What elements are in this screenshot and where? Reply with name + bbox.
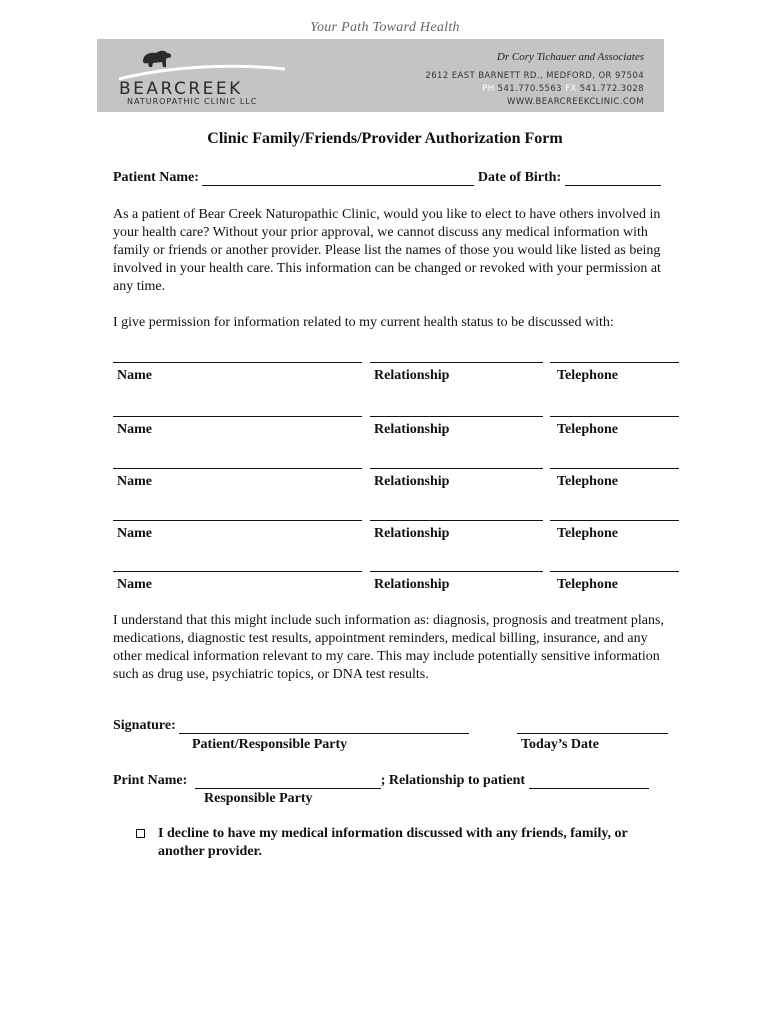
relationship-label-2: Relationship <box>374 422 450 437</box>
intro-paragraph: As a patient of Bear Creek Naturopathic Clinic, would you like to elect to have others involved in your health care? Without your prior approval, we cannot discuss any medical information with family or friends or another provider. Please list the names of those you would like listed as being involved in your health care. This information can be changed or revoked with your permission at any time. <box>113 207 661 294</box>
telephone-field-3[interactable] <box>550 468 679 469</box>
understand-paragraph: I understand that this might include such information as: diagnosis, prognosis and treatment plans, medications, diagnostic test results, appointment reminders, medical billing, insurance, and any other medical information relevant to my care. This may include potentially sensitive information such as drug use, psychiatric topics, or DNA test results. <box>113 613 664 682</box>
name-label-1: Name <box>117 368 152 383</box>
relationship-to-patient-label: ; Relationship to patient <box>380 773 526 788</box>
date-field[interactable] <box>517 733 668 734</box>
print-name-field[interactable] <box>195 774 381 789</box>
address: 2612 EAST BARNETT RD., MEDFORD, OR 97504 <box>425 71 644 81</box>
logo-subtitle: NATUROPATHIC CLINIC LLC <box>127 97 258 106</box>
name-label-2: Name <box>117 422 152 437</box>
telephone-field-2[interactable] <box>550 416 679 417</box>
signature-field[interactable] <box>179 719 469 734</box>
responsible-party-caption: Responsible Party <box>204 791 313 806</box>
patient-name-label: Patient Name: <box>113 170 199 185</box>
signature-caption: Patient/Responsible Party <box>192 737 348 752</box>
name-field-2[interactable] <box>113 416 362 417</box>
permission-text: I give permission for information related to my current health status to be discussed with: <box>113 315 614 330</box>
relationship-field-4[interactable] <box>370 520 543 521</box>
telephone-field-1[interactable] <box>550 362 679 363</box>
name-label-5: Name <box>117 577 152 592</box>
decline-text-line2: another provider. <box>158 844 262 859</box>
website: WWW.BEARCREEKCLINIC.COM <box>507 97 644 107</box>
telephone-label-2: Telephone <box>557 422 618 437</box>
clinic-banner <box>97 39 664 112</box>
decline-text-line1: I decline to have my medical information discussed with any friends, family, or <box>158 826 628 841</box>
print-name-label: Print Name: <box>113 773 188 788</box>
name-label-4: Name <box>117 526 152 541</box>
name-field-5[interactable] <box>113 571 362 572</box>
relationship-label-4: Relationship <box>374 526 450 541</box>
tagline: Your Path Toward Health <box>310 20 460 35</box>
patient-line <box>113 170 661 186</box>
telephone-field-4[interactable] <box>550 520 679 521</box>
name-field-3[interactable] <box>113 468 362 469</box>
form-title: Clinic Family/Friends/Provider Authorization Form <box>207 130 563 147</box>
telephone-label-4: Telephone <box>557 526 618 541</box>
telephone-label-1: Telephone <box>557 368 618 383</box>
dob-label: Date of Birth: <box>477 170 562 185</box>
telephone-label-3: Telephone <box>557 474 618 489</box>
print-name-line <box>113 773 649 789</box>
swoosh-icon <box>117 61 287 81</box>
decline-checkbox[interactable] <box>136 829 145 838</box>
logo-name: BEARCREEK <box>119 79 243 99</box>
name-field-1[interactable] <box>113 362 362 363</box>
fax-label: FX <box>565 84 577 94</box>
signature-line <box>113 718 469 734</box>
doctor-name: Dr Cory Tichauer and Associates <box>496 51 644 63</box>
fax-number: 541.772.3028 <box>579 84 644 94</box>
signature-label: Signature: <box>113 718 176 733</box>
relationship-label-1: Relationship <box>374 368 450 383</box>
relationship-to-patient-field[interactable] <box>529 774 649 789</box>
relationship-field-1[interactable] <box>370 362 543 363</box>
relationship-label-3: Relationship <box>374 474 450 489</box>
telephone-label-5: Telephone <box>557 577 618 592</box>
relationship-field-3[interactable] <box>370 468 543 469</box>
phone-number: 541.770.5563 <box>497 84 562 94</box>
relationship-label-5: Relationship <box>374 577 450 592</box>
date-caption: Today’s Date <box>521 737 599 752</box>
relationship-field-5[interactable] <box>370 571 543 572</box>
relationship-field-2[interactable] <box>370 416 543 417</box>
name-label-3: Name <box>117 474 152 489</box>
phone-fax <box>344 83 644 96</box>
contact-block <box>344 51 644 109</box>
telephone-field-5[interactable] <box>550 571 679 572</box>
dob-field[interactable] <box>565 171 661 186</box>
patient-name-field[interactable] <box>202 171 474 186</box>
name-field-4[interactable] <box>113 520 362 521</box>
phone-label: PH <box>482 84 495 94</box>
